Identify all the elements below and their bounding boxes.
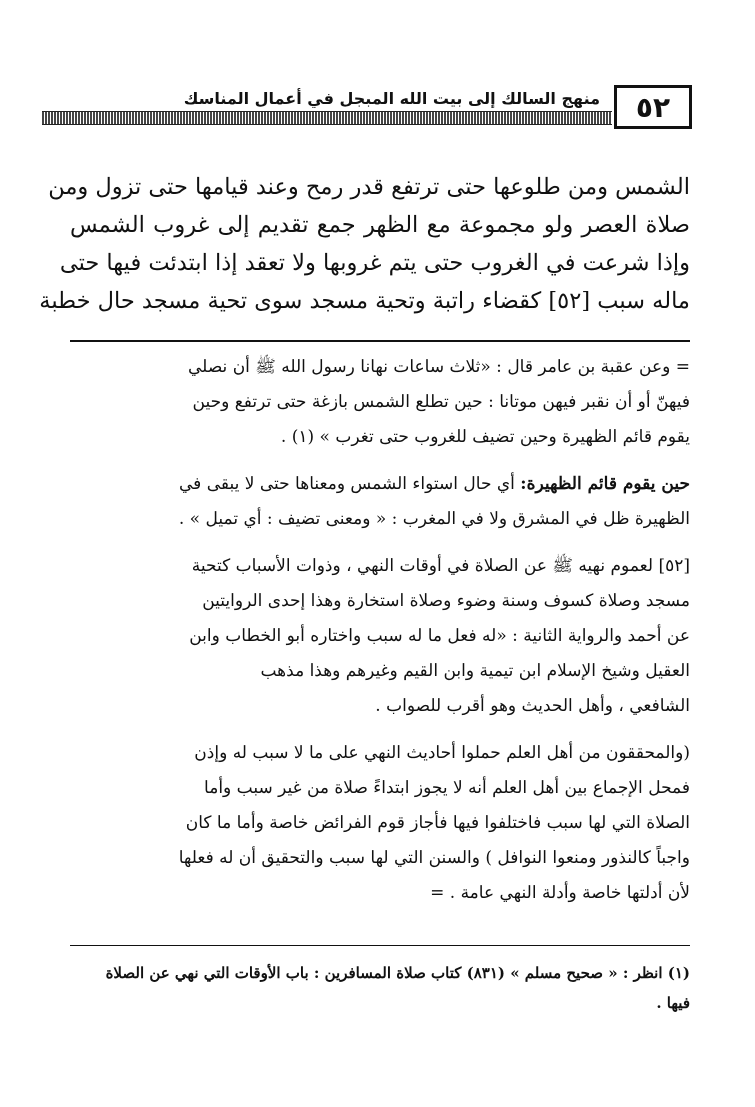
note-line: واجباً كالنذور ومنعوا النوافل ) والسنن التي لها سبب والتحقيق أن له فعلها: [178, 848, 690, 868]
gloss-paragraph: [70, 467, 690, 537]
note-line: = وعن عقبة بن عامر قال : «ثلاث ساعات نهانا رسول الله ﷺ أن نصلي: [188, 357, 690, 377]
note-line: الشافعي ، وأهل الحديث وهو أقرب للصواب .: [375, 696, 690, 716]
note-line: (والمحققون من أهل العلم حملوا أحاديث النهي على ما لا سبب له وإذن: [194, 743, 690, 763]
scholars-paragraph: [70, 736, 690, 911]
note-line: فيهنّ أو أن نقبر فيهن موتانا : حين تطلع الشمس بازغة حتى ترتفع وحين: [192, 392, 690, 412]
footnote: [70, 958, 690, 1018]
main-text: [39, 168, 690, 320]
main-text-line: ماله سبب [٥٢] كقضاء راتبة وتحية مسجد سوى تحية مسجد حال خطبة: [39, 288, 690, 314]
footnote-line: فيها .: [656, 994, 690, 1012]
note-line: فمحل الإجماع بين أهل العلم أنه لا يجوز ابتداءً صلاة من غير سبب وأما: [204, 778, 690, 798]
hadith-paragraph: [70, 350, 690, 455]
main-text-line: الشمس ومن طلوعها حتى ترتفع قدر رمح وعند قيامها حتى تزول ومن: [48, 174, 690, 200]
note-line: عن أحمد والرواية الثانية : «له فعل ما له سبب واختاره أبو الخطاب وابن: [189, 626, 690, 646]
note-52-paragraph: [70, 549, 690, 724]
note-line: لأن أدلتها خاصة وأدلة النهي عامة . =: [430, 883, 690, 903]
gloss-text: أي حال استواء الشمس ومعناها حتى لا يبقى في: [179, 474, 521, 494]
note-line: [٥٢] لعموم نهيه ﷺ عن الصلاة في أوقات النهي ، وذوات الأسباب كتحية: [191, 556, 690, 576]
page-number: ٥٢: [614, 85, 692, 129]
note-line: مسجد وصلاة كسوف وسنة وضوء وصلاة استخارة وهذا إحدى الروايتين: [202, 591, 690, 611]
note-line: يقوم قائم الظهيرة وحين تضيف للغروب حتى تغرب » (١) .: [280, 427, 690, 447]
footnote-line: (١) انظر : « صحيح مسلم » (٨٣١) كتاب صلاة المسافرين : باب الأوقات التي نهي عن الصلاة: [105, 964, 690, 982]
footnote-rule: [70, 945, 690, 946]
header-ornamental-rule: [42, 111, 612, 125]
commentary-notes: [70, 350, 690, 923]
note-line: الظهيرة ظل في المشرق ولا في المغرب : « ومعنى تضيف : أي تميل » .: [178, 509, 690, 529]
notes-separator: [70, 340, 690, 342]
running-title: منهج السالك إلى بيت الله المبجل في أعمال المناسك: [183, 89, 600, 108]
main-text-line: وإذا شرعت في الغروب حتى يتم غروبها ولا تعقد إذا ابتدئت فيها حتى: [59, 250, 690, 276]
page-header: [42, 85, 692, 133]
main-text-line: صلاة العصر ولو مجموعة مع الظهر جمع تقديم إلى غروب الشمس: [70, 212, 690, 238]
note-line: الصلاة التي لها سبب فاختلفوا فيها فأجاز قوم الفرائض خاصة وأما ما كان: [185, 813, 690, 833]
note-line: [70, 467, 690, 502]
note-line: العقيل وشيخ الإسلام ابن تيمية وابن القيم وغيرهم وهذا مذهب: [260, 661, 690, 681]
gloss-term: حين يقوم قائم الظهيرة:: [520, 474, 690, 494]
